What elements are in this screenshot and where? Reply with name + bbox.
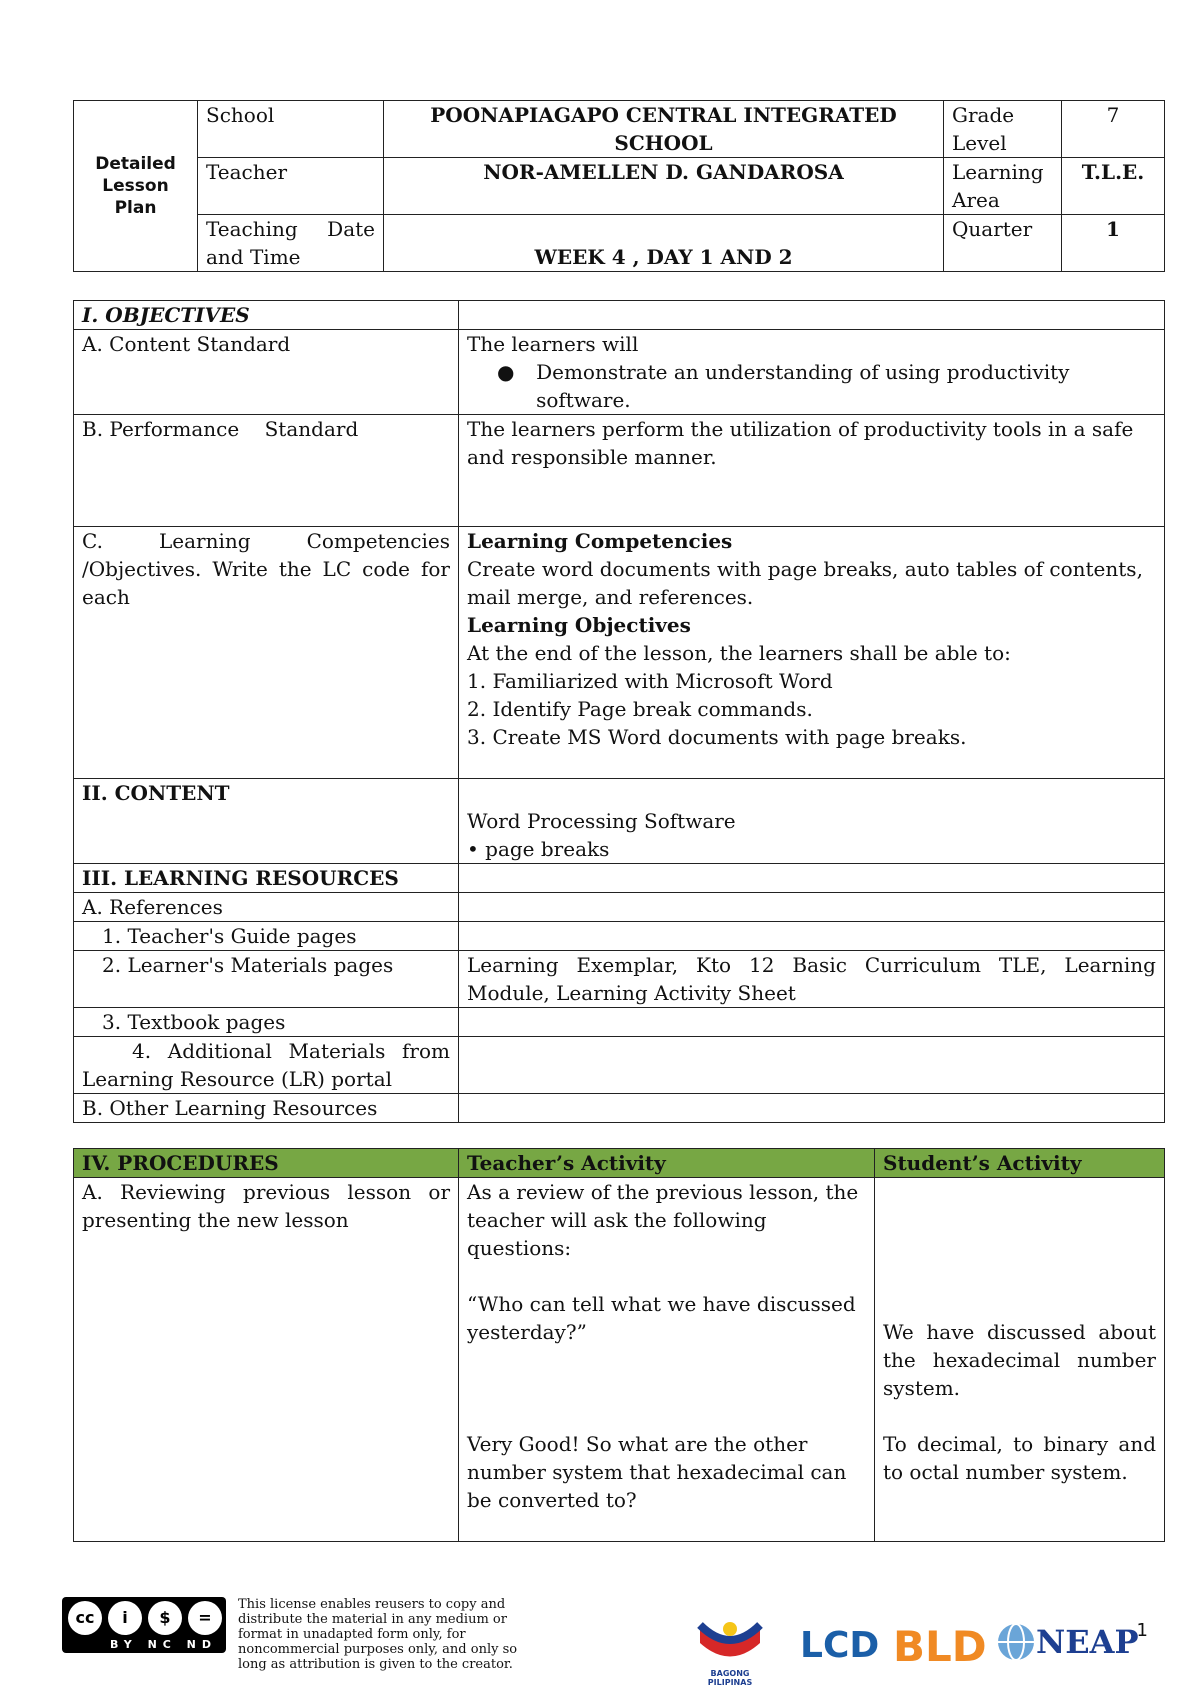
teacher-question-1: “Who can tell what we have discussed yesterday?” — [467, 1292, 856, 1344]
teacher-label: Teacher — [198, 158, 384, 215]
teacher-question-2: Very Good! So what are the other number system that hexadecimal can be converted to? — [467, 1432, 847, 1512]
globe-icon — [996, 1622, 1036, 1662]
neap-logo: NEAP — [996, 1622, 1139, 1662]
textbook-label: 3. Textbook pages — [74, 1008, 459, 1037]
objectives-heading: I. OBJECTIVES — [74, 301, 459, 330]
header-table — [73, 100, 1165, 272]
cc-icon: cc — [68, 1601, 102, 1635]
grade-label: Grade Level — [944, 101, 1062, 158]
student-answer-1: We have discussed about the hexadecimal number system. — [883, 1320, 1156, 1400]
datetime-value: WEEK 4 , DAY 1 AND 2 — [384, 215, 944, 272]
content-standard-label: A. Content Standard — [74, 330, 459, 415]
datetime-label: Teaching Date and Time — [198, 215, 384, 272]
content-line-2: • page breaks — [467, 837, 610, 861]
cc-tags: BY NC ND — [110, 1638, 218, 1651]
content-line-1: Word Processing Software — [467, 809, 736, 833]
cc-license-badge — [62, 1597, 226, 1653]
learners-materials-label: 2. Learner's Materials pages — [74, 951, 459, 1008]
content-standard-intro: The learners will — [467, 332, 639, 356]
quarter-value: 1 — [1062, 215, 1165, 272]
student-answer-2: To decimal, to binary and to octal number system. — [883, 1432, 1156, 1484]
bld-logo: BLD — [893, 1622, 987, 1671]
content-cell — [459, 779, 1165, 864]
content-standard-cell — [459, 330, 1165, 415]
teacher-activity-heading: Teacher’s Activity — [459, 1149, 875, 1178]
license-text: This license enables reusers to copy and distribute the material in any medium or format in unadapted form only, for noncommercial purposes only, and only so long as attribution is given to the creator. — [238, 1597, 518, 1672]
additional-materials-label: 4. Additional Materials from Learning Resource (LR) portal — [74, 1037, 459, 1094]
lcd-logo: LCD — [800, 1625, 880, 1666]
noderivatives-icon: = — [188, 1601, 222, 1635]
teacher-activity-cell — [459, 1178, 875, 1542]
objectives-table — [73, 300, 1165, 1123]
teacher-value: NOR-AMELLEN D. GANDAROSA — [384, 158, 944, 215]
bullet-icon: ● — [497, 360, 515, 384]
lc-text: Create word documents with page breaks, auto tables of contents, mail merge, and references. — [467, 557, 1143, 609]
procedures-heading: IV. PROCEDURES — [74, 1149, 459, 1178]
performance-standard-label: B. Performance Standard — [74, 415, 459, 527]
school-value: POONAPIAGAPO CENTRAL INTEGRATED SCHOOL — [384, 101, 944, 158]
lo-item-1: 1. Familiarized with Microsoft Word — [467, 669, 833, 693]
lc-heading: Learning Competencies — [467, 529, 733, 553]
lo-intro: At the end of the lesson, the learners shall be able to: — [467, 641, 1011, 665]
references-label: A. References — [74, 893, 459, 922]
competency-label: C. Learning Competencies /Objectives. Write the LC code for each — [74, 527, 459, 779]
other-resources-label: B. Other Learning Resources — [74, 1094, 459, 1123]
grade-value: 7 — [1062, 101, 1165, 158]
area-value: T.L.E. — [1062, 158, 1165, 215]
student-activity-heading: Student’s Activity — [875, 1149, 1165, 1178]
area-label: Learning Area — [944, 158, 1062, 215]
performance-standard-text: The learners perform the utilization of productivity tools in a safe and responsible manner. — [459, 415, 1165, 527]
lo-item-3: 3. Create MS Word documents with page breaks. — [467, 725, 967, 749]
content-heading: II. CONTENT — [74, 779, 459, 864]
teacher-question-intro: As a review of the previous lesson, the teacher will ask the following questions: — [467, 1180, 859, 1260]
resources-heading: III. LEARNING RESOURCES — [74, 864, 459, 893]
lesson-plan-title: Detailed Lesson Plan — [95, 154, 176, 218]
student-activity-cell — [875, 1178, 1165, 1542]
teachers-guide-label: 1. Teacher's Guide pages — [74, 922, 459, 951]
noncommercial-icon: $ — [148, 1601, 182, 1635]
learners-materials-value: Learning Exemplar, Kto 12 Basic Curriculum TLE, Learning Module, Learning Activity Sheet — [459, 951, 1165, 1008]
lo-item-2: 2. Identify Page break commands. — [467, 697, 813, 721]
bagong-pilipinas-logo: BAGONG PILIPINAS — [690, 1615, 770, 1687]
review-label: A. Reviewing previous lesson or presenting the new lesson — [74, 1178, 459, 1542]
quarter-label: Quarter — [944, 215, 1062, 272]
page-number: 1 — [1136, 1620, 1148, 1641]
attribution-icon: i — [108, 1601, 142, 1635]
lo-heading: Learning Objectives — [467, 613, 691, 637]
content-standard-bullet: ● Demonstrate an understanding of using productivity software. — [497, 360, 1070, 412]
procedures-table — [73, 1148, 1165, 1542]
competency-cell — [459, 527, 1165, 779]
lesson-plan-title-cell — [74, 101, 198, 272]
school-label: School — [198, 101, 384, 158]
